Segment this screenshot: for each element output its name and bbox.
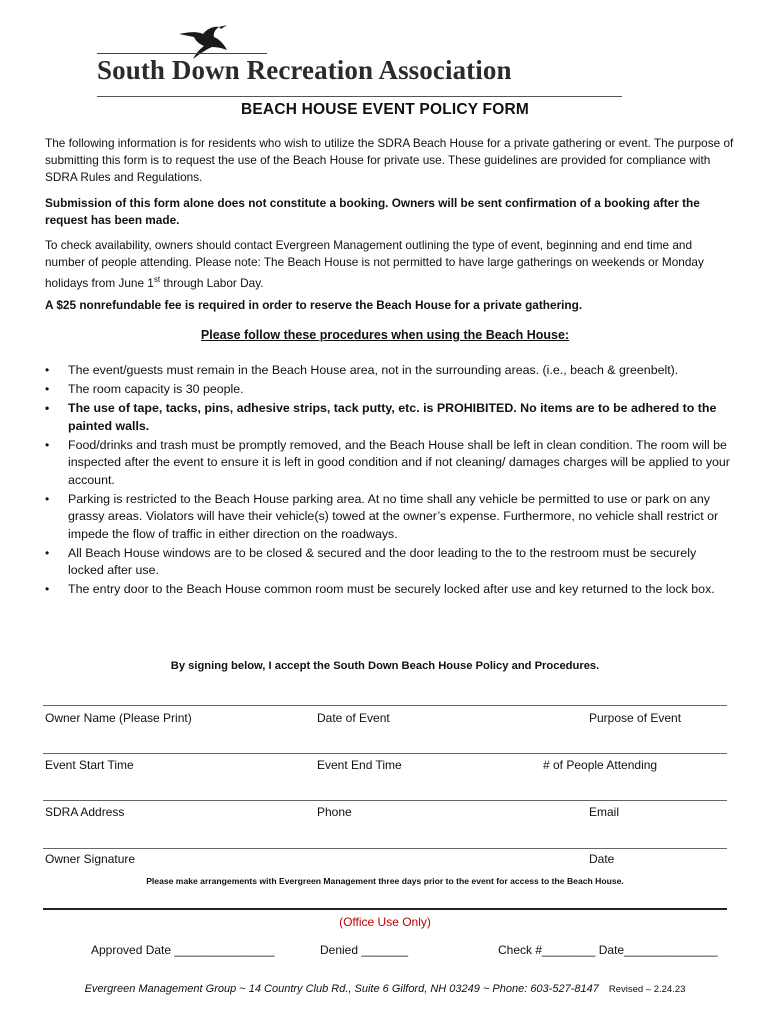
procedures-heading: Please follow these procedures when using the Beach House: — [200, 328, 570, 342]
sdra-address-label: SDRA Address — [45, 805, 125, 819]
form-title: BEACH HOUSE EVENT POLICY FORM — [241, 101, 529, 118]
bullet-icon: • — [45, 382, 50, 396]
logo-bottom-line — [97, 96, 622, 97]
bullet-icon: • — [45, 363, 50, 377]
list-item — [45, 362, 735, 380]
list-item — [45, 491, 735, 544]
date-label: Date — [589, 852, 615, 866]
bullet-icon: • — [45, 545, 50, 560]
logo-top-line — [97, 53, 267, 54]
bullet-icon: • — [45, 401, 50, 415]
availability-text-2: through Labor Day. — [160, 275, 264, 290]
acceptance-statement: By signing below, I accept the South Down Beach House Policy and Procedures. — [170, 660, 600, 672]
intro-paragraph: The following information is for residents who wish to utilize the SDRA Beach House for a private gathering or event. The purpose of submitting this form is to request the use of the Beach House for private use. These guidelines are provided for compliance with SDRA Rules and Regulations. — [45, 136, 734, 184]
phone-label: Phone — [317, 805, 352, 819]
availability-paragraph — [45, 237, 735, 292]
availability-text-1: To check availability, owners should contact Evergreen Management outlining the type of event, beginning and end time and number of people attending. Please note: The Beach House is not permitted to have large gatherings on weekends or Monday holidays from June 1 — [45, 238, 704, 290]
bullet-icon: • — [45, 437, 50, 452]
footer-address: Evergreen Management Group ~ 14 Country Club Rd., Suite 6 Gilford, NH 03249 ~ Phone: 603-527-8147 — [84, 983, 599, 995]
event-end-time-label: Event End Time — [317, 758, 402, 772]
procedure-text: Food/drinks and trash must be promptly removed, and the Beach House shall be left in clean condition. The room will be inspected after the event to ensure it is left in good condition and if not cleaning/ damages charges will be applied to your account. — [68, 437, 730, 487]
office-use-heading: (Office Use Only) — [339, 915, 431, 929]
availability-superscript: st — [153, 275, 161, 284]
date-of-event-label: Date of Event — [317, 711, 390, 725]
footer — [0, 983, 770, 995]
list-item — [45, 381, 735, 399]
bullet-icon: • — [45, 491, 50, 506]
procedure-text: The use of tape, tacks, pins, adhesive strips, tack putty, etc. is PROHIBITED. No items are to be adhered to the painted walls. — [68, 401, 717, 433]
list-item — [45, 400, 735, 435]
purpose-of-event-label: Purpose of Event — [589, 711, 682, 725]
email-label: Email — [589, 805, 620, 819]
field-line[interactable] — [43, 848, 727, 849]
organization-name: South Down Recreation Association — [97, 55, 512, 85]
field-line[interactable] — [43, 753, 727, 754]
arrangement-note: Please make arrangements with Evergreen Management three days prior to the event for access to the Beach House. — [146, 876, 624, 886]
list-item — [45, 581, 735, 599]
office-divider — [43, 908, 727, 910]
procedure-text: All Beach House windows are to be closed & secured and the door leading to the to the restroom must be securely locked after use. — [68, 545, 697, 577]
people-attending-label: # of People Attending — [543, 758, 658, 772]
bullet-icon: • — [45, 582, 50, 596]
denied-field: Denied _______ — [320, 943, 409, 957]
fee-notice: A $25 nonrefundable fee is required in order to reserve the Beach House for a private gathering. — [45, 298, 583, 312]
procedures-list — [45, 362, 735, 600]
owner-signature-label: Owner Signature — [45, 852, 136, 866]
event-start-time-label: Event Start Time — [45, 758, 134, 772]
procedure-text: The entry door to the Beach House common room must be securely locked after use and key returned to the lock box. — [68, 582, 715, 596]
submission-notice: Submission of this form alone does not constitute a booking. Owners will be sent confirmation of a booking after the request has been made. — [45, 196, 700, 227]
list-item — [45, 437, 735, 490]
procedure-text: Parking is restricted to the Beach House parking area. At no time shall any vehicle be permitted to use or park on any grassy areas. Violators will have their vehicle(s) towed at the owner’s expense. Furthermore, no vehicle shall restrict or impede the flow of traffic in either direction on the roadways. — [68, 491, 719, 541]
list-item — [45, 545, 735, 580]
check-date-field: Check #________ Date______________ — [498, 943, 718, 957]
procedure-text: The room capacity is 30 people. — [68, 382, 244, 396]
field-line[interactable] — [43, 705, 727, 706]
approved-date-field: Approved Date _______________ — [91, 943, 275, 957]
owner-name-label: Owner Name (Please Print) — [45, 711, 192, 725]
organization-logo — [97, 22, 622, 85]
revision-date: Revised – 2.24.23 — [608, 984, 686, 995]
procedure-text: The event/guests must remain in the Beach House area, not in the surrounding areas. (i.e., beach & greenbelt). — [68, 363, 679, 377]
field-line[interactable] — [43, 800, 727, 801]
